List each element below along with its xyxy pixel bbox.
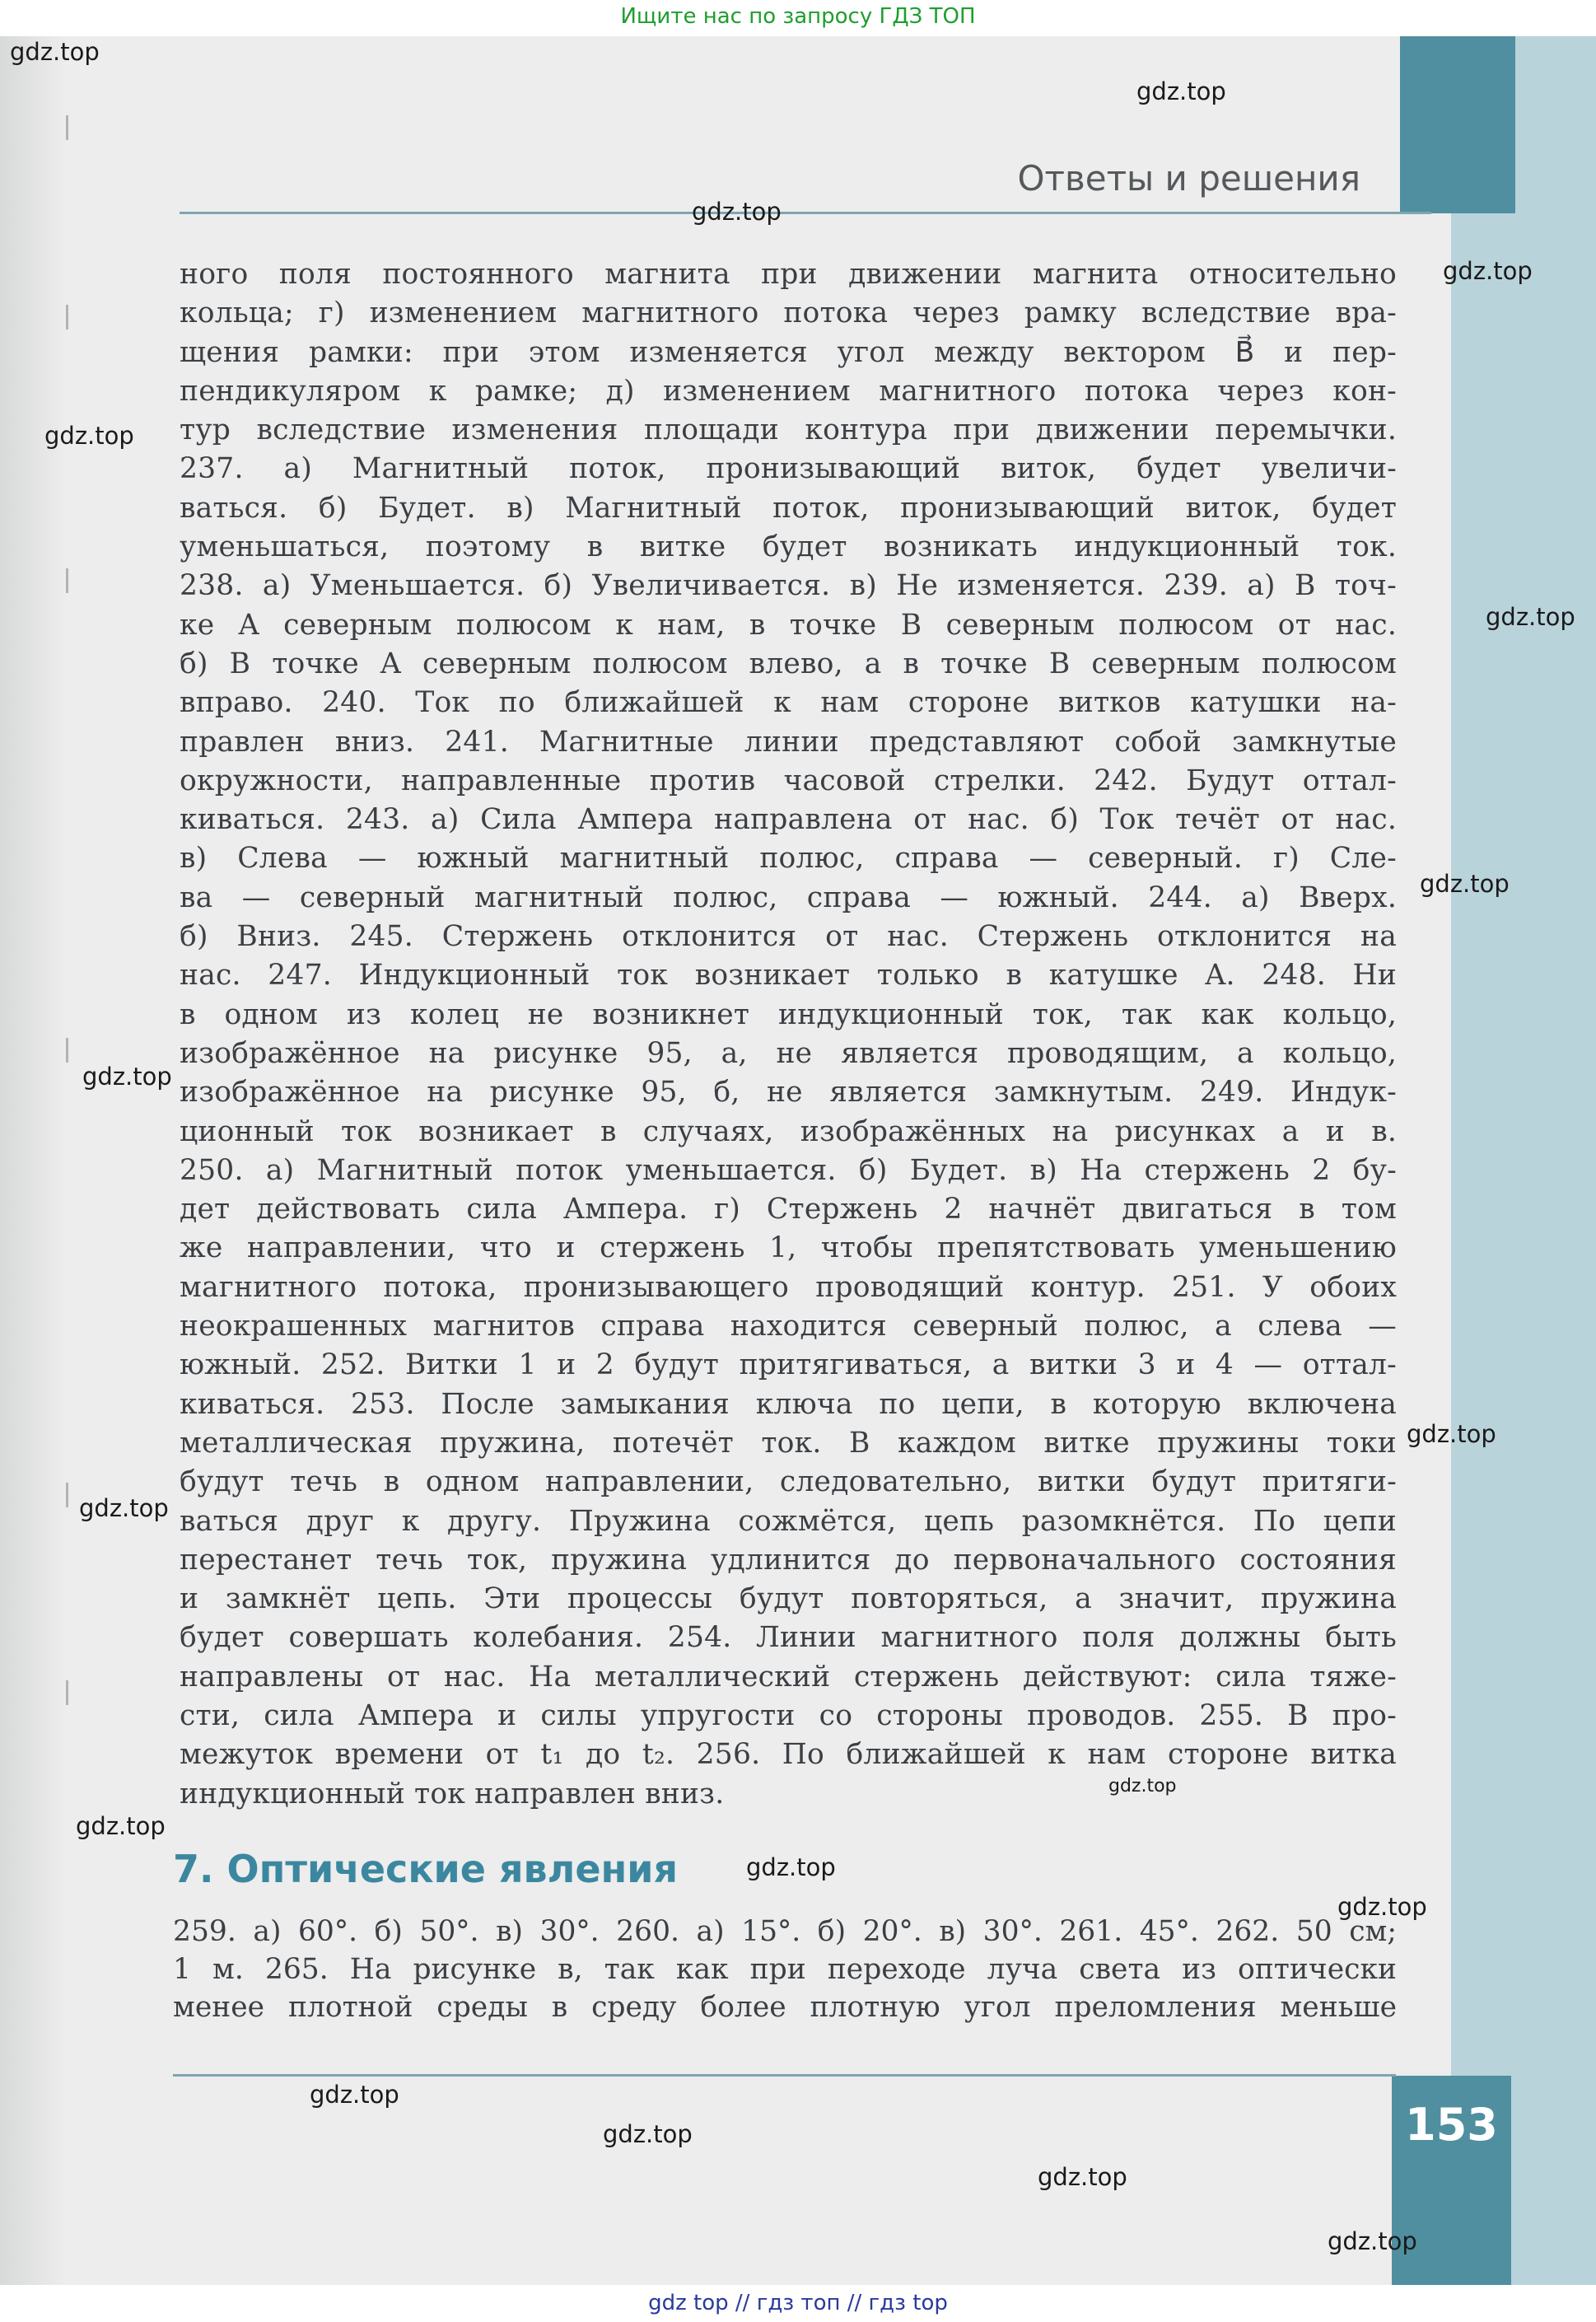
binding-mark <box>66 305 68 329</box>
watermark: gdz.top <box>44 422 134 450</box>
top-banner[interactable]: Ищите нас по запросу ГДЗ ТОП <box>0 0 1596 36</box>
header-color-tab <box>1400 36 1515 213</box>
text-line: и замкнёт цепь. Эти процессы будут повторяться, а значит, пружина <box>180 1582 1397 1616</box>
page-binding-shade <box>0 36 66 2285</box>
right-margin-band <box>1451 36 1596 2285</box>
text-line: вправо. 240. Ток по ближайшей к нам стороне витков катушки на- <box>180 686 1397 720</box>
footer-rule <box>173 2074 1396 2077</box>
section-text <box>173 1913 1397 2026</box>
text-line: ваться друг к другу. Пружина сожмётся, цепь разомкнётся. По цепи <box>180 1504 1397 1538</box>
text-line: ва — северный магнитный полюс, справа — южный. 244. а) Вверх. <box>180 881 1397 914</box>
section-title: 7. Оптические явления <box>173 1847 679 1891</box>
watermark: gdz.top <box>1486 603 1575 631</box>
watermark: gdz.top <box>1136 77 1226 105</box>
watermark: gdz.top <box>1337 1893 1427 1921</box>
watermark: gdz.top <box>82 1063 172 1091</box>
text-line: 1 м. 265. На рисунке в, так как при переходе луча света из оптически <box>173 1953 1397 1986</box>
text-line: 259. а) 60°. б) 50°. в) 30°. 260. а) 15°. б) 20°. в) 30°. 261. 45°. 262. 50 см; <box>173 1915 1397 1948</box>
text-line: 237. а) Магнитный поток, пронизывающий виток, будет увеличи- <box>180 452 1397 486</box>
text-line: магнитного потока, пронизывающего проводящий контур. 251. У обоих <box>180 1270 1397 1304</box>
text-line: окружности, направленные против часовой стрелки. 242. Будут оттал- <box>180 764 1397 797</box>
text-line: ционный ток возникает в случаях, изображённых на рисунках а и в. <box>180 1114 1397 1148</box>
text-line: ваться. б) Будет. в) Магнитный поток, пронизывающий виток, будет <box>180 491 1397 525</box>
text-line: тур вследствие изменения площади контура при движении перемычки. <box>180 413 1397 447</box>
text-line: уменьшаться, поэтому в витке будет возникать индукционный ток. <box>180 530 1397 564</box>
page-number: 153 <box>1405 2099 1498 2151</box>
watermark: gdz.top <box>79 1494 169 1522</box>
text-line: б) В точке A северным полюсом влево, а в точке B северным полюсом <box>180 647 1397 680</box>
text-line: изображённое на рисунке 95, а, не является проводящим, а кольцо, <box>180 1036 1397 1070</box>
text-line: в одном из колец не возникнет индукционный ток, так как кольцо, <box>180 997 1397 1031</box>
text-line: дет действовать сила Ампера. г) Стержень 2 начнёт двигаться в том <box>180 1193 1397 1226</box>
text-line: кольца; г) изменением магнитного потока через рамку вследствие вра- <box>180 297 1397 330</box>
binding-mark <box>66 115 68 140</box>
text-line: ного поля постоянного магнита при движении магнита относительно <box>180 258 1397 291</box>
watermark: gdz.top <box>1420 870 1510 898</box>
text-line: же направлении, что и стержень 1, чтобы препятствовать уменьшению <box>180 1231 1397 1265</box>
text-line: б) Вниз. 245. Стержень отклонится от нас. Стержень отклонится на <box>180 920 1397 954</box>
running-header: Ответы и решения <box>1017 158 1360 199</box>
text-line: изображённое на рисунке 95, б, не является замкнутым. 249. Индук- <box>180 1076 1397 1110</box>
watermark: gdz.top <box>76 1812 166 1840</box>
text-line: 238. а) Уменьшается. б) Увеличивается. в) Не изменяется. 239. а) В точ- <box>180 569 1397 603</box>
header-rule <box>180 212 1431 214</box>
answers-text <box>180 255 1397 1814</box>
text-line: менее плотной среды в среду более плотную угол преломления меньше <box>173 1991 1397 2024</box>
watermark: gdz.top <box>746 1853 836 1881</box>
binding-mark <box>66 1680 68 1705</box>
watermark: gdz.top <box>10 38 100 66</box>
text-line: будет совершать колебания. 254. Линии магнитного поля должны быть <box>180 1621 1397 1655</box>
text-line: пендикуляром к рамке; д) изменением магнитного потока через кон- <box>180 374 1397 408</box>
watermark: gdz.top <box>1443 257 1533 285</box>
text-line: нас. 247. Индукционный ток возникает только в катушке A. 248. Ни <box>180 959 1397 993</box>
text-line: сти, сила Ампера и силы упругости со стороны проводов. 255. В про- <box>180 1698 1397 1732</box>
text-line: южный. 252. Витки 1 и 2 будут притягиваться, а витки 3 и 4 — оттал- <box>180 1348 1397 1382</box>
binding-mark <box>66 568 68 593</box>
watermark: gdz.top <box>1328 2227 1417 2255</box>
watermark: gdz.top <box>1407 1420 1496 1448</box>
bottom-banner[interactable]: gdz top // гдз топ // гдз top <box>0 2285 1596 2322</box>
text-line: металлическая пружина, потечёт ток. В каждом витке пружины токи <box>180 1426 1397 1460</box>
watermark: gdz.top <box>1108 1776 1177 1796</box>
text-line: перестанет течь ток, пружина удлинится до первоначального состояния <box>180 1543 1397 1577</box>
text-line: щения рамки: при этом изменяется угол между вектором B⃗ и пер- <box>180 335 1397 369</box>
watermark: gdz.top <box>1038 2163 1127 2191</box>
watermark: gdz.top <box>603 2120 693 2148</box>
text-line: межуток времени от t₁ до t₂. 256. По ближайшей к нам стороне витка <box>180 1738 1397 1772</box>
text-line: неокрашенных магнитов справа находится северный полюс, а слева — <box>180 1310 1397 1343</box>
text-line: киваться. 253. После замыкания ключа по цепи, в которую включена <box>180 1387 1397 1421</box>
text-line: киваться. 243. а) Сила Ампера направлена от нас. б) Ток течёт от нас. <box>180 803 1397 837</box>
text-line: 250. а) Магнитный поток уменьшается. б) Будет. в) На стержень 2 бу- <box>180 1153 1397 1187</box>
text-line: правлен вниз. 241. Магнитные линии представляют собой замкнутые <box>180 725 1397 759</box>
text-line: будут течь в одном направлении, следовательно, витки будут притяги- <box>180 1465 1397 1499</box>
text-line: ке A северным полюсом к нам, в точке B северным полюсом от нас. <box>180 608 1397 642</box>
watermark: gdz.top <box>692 198 782 226</box>
binding-mark <box>66 1038 68 1063</box>
watermark: gdz.top <box>310 2081 399 2109</box>
text-line: в) Слева — южный магнитный полюс, справа — северный. г) Сле- <box>180 842 1397 876</box>
binding-mark <box>66 1483 68 1507</box>
text-line: направлены от нас. На металлический стержень действуют: сила тяже- <box>180 1660 1397 1694</box>
text-line: индукционный ток направлен вниз. <box>180 1777 725 1810</box>
